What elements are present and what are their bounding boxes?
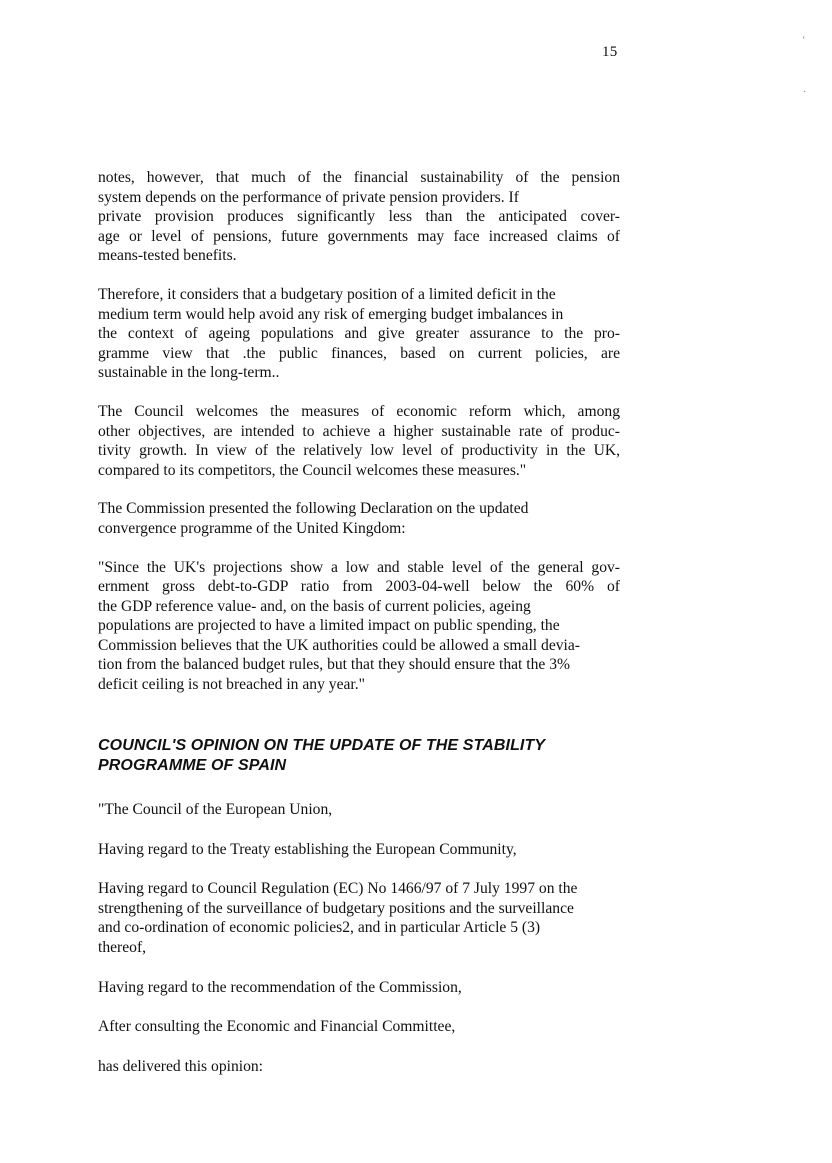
opinion-body — [98, 800, 620, 1096]
opinion-delivered — [98, 1057, 620, 1077]
text-line: "The Council of the European Union, — [98, 801, 333, 818]
scan-speck: ‘ — [802, 35, 806, 46]
text-line: tivity growth. In view of the relatively low level of productivity in the UK, — [98, 442, 620, 460]
text-line: Having regard to the Treaty establishing the European Community, — [98, 840, 517, 858]
text-line: convergence programme of the United Kingdom: — [98, 519, 406, 537]
text-line: strengthening of the surveillance of budgetary positions and the surveillance — [98, 899, 574, 917]
text-line: gramme view that .the public finances, based on current policies, are — [98, 344, 620, 362]
text-line: compared to its competitors, the Council welcomes these measures." — [98, 461, 527, 479]
scan-speck: · — [803, 87, 807, 98]
text-line: medium term would help avoid any risk of emerging budget imbalances in — [98, 305, 564, 323]
text-line: age or level of pensions, future governments may face increased claims of — [98, 227, 620, 245]
text-line: populations are projected to have a limited impact on public spending, the — [98, 617, 560, 635]
section-heading-line: PROGRAMME OF SPAIN — [98, 757, 287, 774]
paragraph-economic-reform — [98, 402, 620, 480]
text-line: other objectives, are intended to achieve a higher sustainable rate of produc- — [98, 422, 620, 440]
opinion-regard-recommendation — [98, 978, 620, 998]
text-line: The Council welcomes the measures of economic reform which, among — [98, 402, 620, 420]
text-line: deficit ceiling is not breached in any year." — [98, 676, 366, 694]
text-line: means-tested benefits. — [98, 247, 237, 265]
text-line: After consulting the Economic and Financial Committee, — [98, 1018, 456, 1036]
text-line: Having regard to Council Regulation (EC) No 1466/97 of 7 July 1997 on the — [98, 880, 578, 898]
section-heading-line: COUNCIL'S OPINION ON THE UPDATE OF THE STABILITY — [98, 737, 546, 754]
text-line: has delivered this opinion: — [98, 1057, 264, 1075]
text-line: "Since the UK's projections show a low and stable level of the general gov- — [98, 558, 620, 576]
text-line: Therefore, it considers that a budgetary position of a limited deficit in the — [98, 285, 556, 303]
paragraph-commission-declaration-intro — [98, 499, 620, 538]
text-line: and co-ordination of economic policies2, and in particular Article 5 (3) — [98, 919, 541, 937]
opinion-intro — [98, 800, 620, 820]
paragraph-pension-sustainability — [98, 168, 620, 266]
text-line: the GDP reference value- and, on the basis of current policies, ageing — [98, 597, 531, 615]
opinion-regard-treaty — [98, 840, 620, 860]
text-line: Having regard to the recommendation of the Commission, — [98, 978, 462, 996]
opinion-regard-regulation — [98, 879, 620, 957]
text-line: notes, however, that much of the financial sustainability of the pension — [98, 169, 620, 186]
text-line: ernment gross debt-to-GDP ratio from 2003-04-well below the 60% of — [98, 578, 620, 596]
page-number: 15 — [602, 44, 618, 60]
text-line: private provision produces significantly less than the anticipated cover- — [98, 208, 620, 226]
document-body — [98, 168, 620, 714]
text-line: The Commission presented the following Declaration on the updated — [98, 500, 529, 518]
text-line: Commission believes that the UK authorities could be allowed a small devia- — [98, 636, 580, 654]
text-line: sustainable in the long-term.. — [98, 364, 280, 382]
paragraph-budgetary-position — [98, 285, 620, 383]
text-line: thereof, — [98, 938, 147, 956]
opinion-consulting — [98, 1017, 620, 1037]
text-line: tion from the balanced budget rules, but that they should ensure that the 3% — [98, 656, 571, 674]
text-line: the context of ageing populations and give greater assurance to the pro- — [98, 325, 620, 343]
text-line: system depends on the performance of private pension providers. If — [98, 188, 519, 206]
paragraph-commission-declaration — [98, 558, 620, 695]
section-heading — [98, 736, 620, 776]
